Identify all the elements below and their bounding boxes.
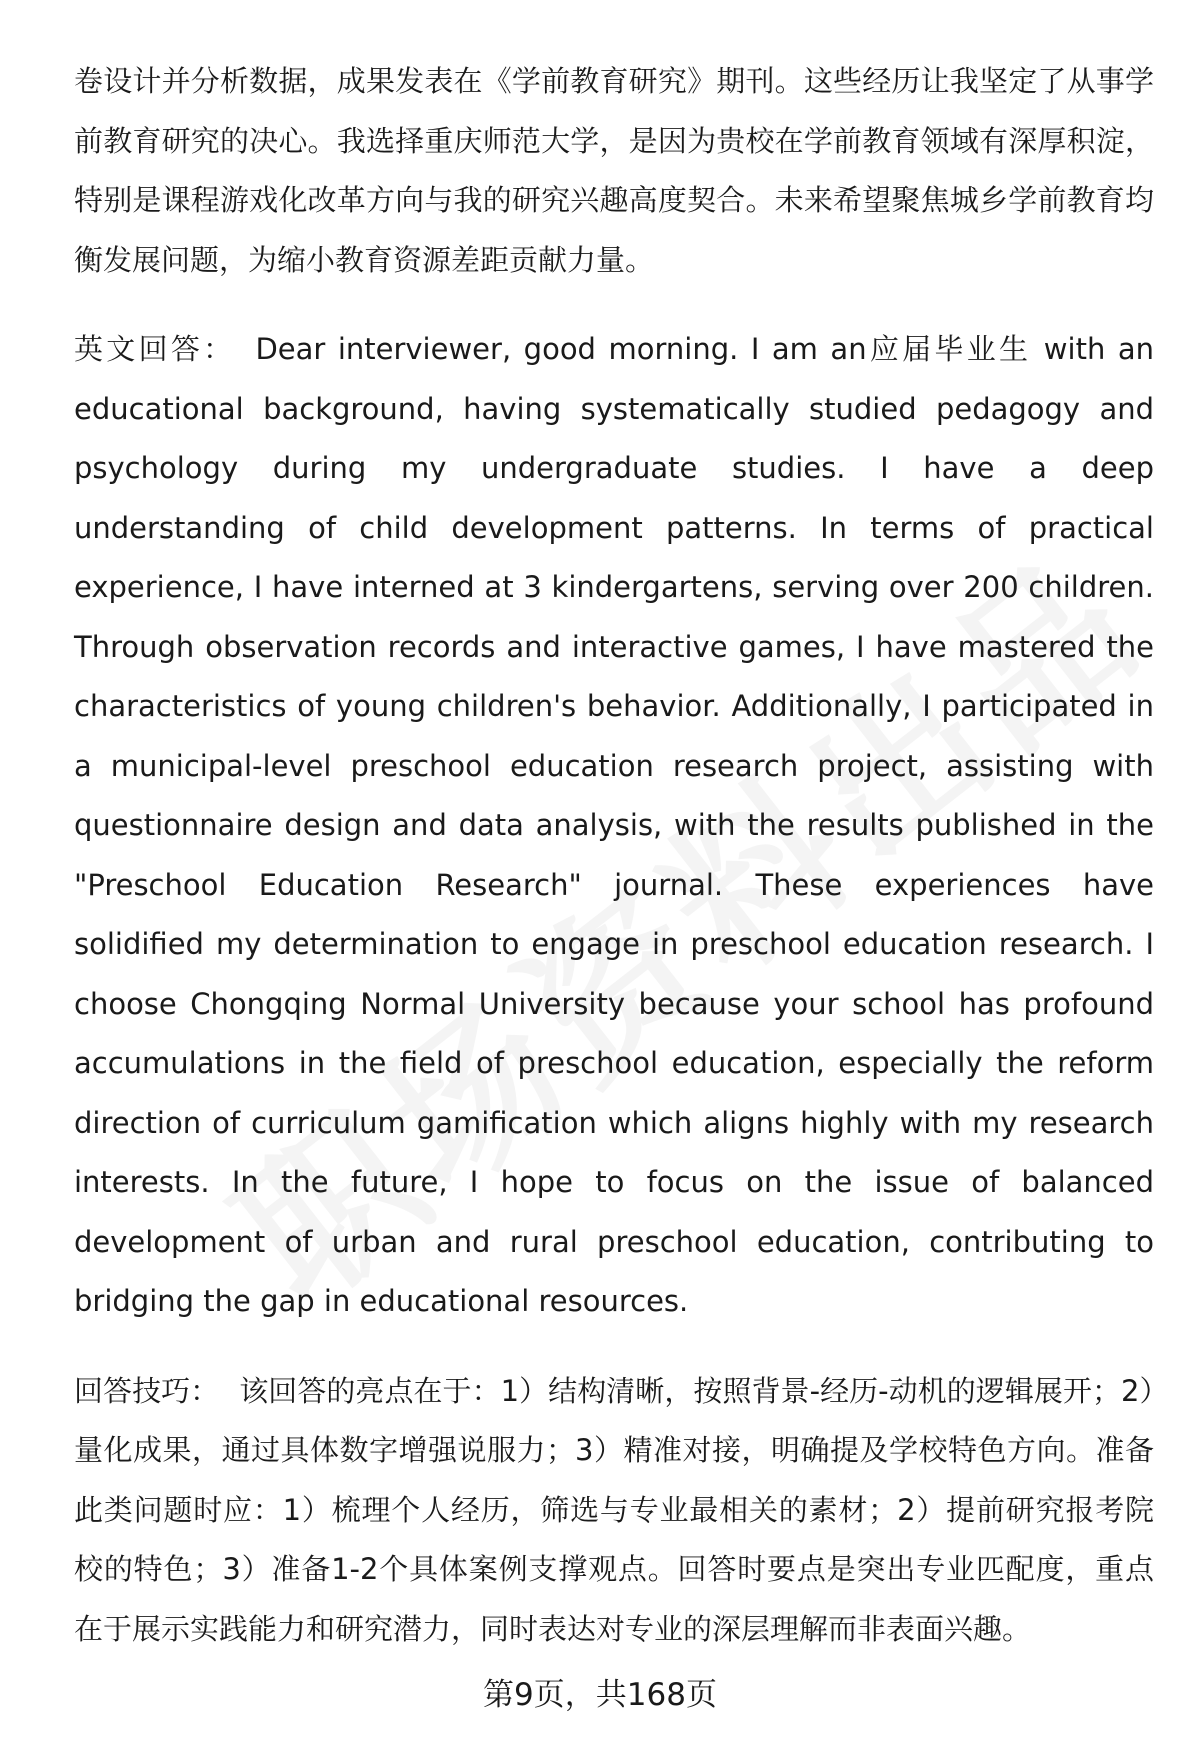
english-answer-label: 英文回答： <box>74 332 236 366</box>
answer-tips-label: 回答技巧： <box>74 1373 220 1408</box>
english-answer-text: Dear interviewer, good morning. I am an应届毕业生 with an educational background, having systematically studied pedagogy and psychology during my undergraduate studies. I have a deep understanding of child development patterns. In terms of practical experience, I have interned at 3 kindergartens, serving over 200 children. Through observation records and interactive games, I have mastered the characteristics of young children's behavior. Additionally, I participated in a municipal-level preschool education research project, assisting with questionnaire design and data analysis, with the results published in the "Preschool Education Research" journal. These experiences have solidified my determination to engage in preschool education research. I choose Chongqing Normal University because your school has profound accumulations in the field of preschool education, especially the reform direction of curriculum gamification which aligns highly with my research interests. In the future, I hope to focus on the issue of balanced development of urban and rural preschool education, contributing to bridging the gap in educational resources. <box>74 332 1154 1318</box>
english-answer-paragraph <box>74 320 1154 1332</box>
document-body <box>74 52 1154 1659</box>
paragraph-continued: 卷设计并分析数据，成果发表在《学前教育研究》期刊。这些经历让我坚定了从事学前教育研究的决心。我选择重庆师范大学，是因为贵校在学前教育领域有深厚积淀，特别是课程游戏化改革方向与我的研究兴趣高度契合。未来希望聚焦城乡学前教育均衡发展问题，为缩小教育资源差距贡献力量。 <box>74 64 1154 277</box>
answer-tips-text: 该回答的亮点在于：1）结构清晰，按照背景-经历-动机的逻辑展开；2）量化成果，通过具体数字增强说服力；3）精准对接，明确提及学校特色方向。准备此类问题时应：1）梳理个人经历，筛选与专业最相关的素材；2）提前研究报考院校的特色；3）准备1-2个具体案例支撑观点。回答时要点是突出专业匹配度，重点在于展示实践能力和研究潜力，同时表达对专业的深层理解而非表面兴趣。 <box>74 1373 1154 1646</box>
answer-tips-paragraph <box>74 1362 1154 1660</box>
page-number: 第9页，共168页 <box>483 1677 717 1713</box>
